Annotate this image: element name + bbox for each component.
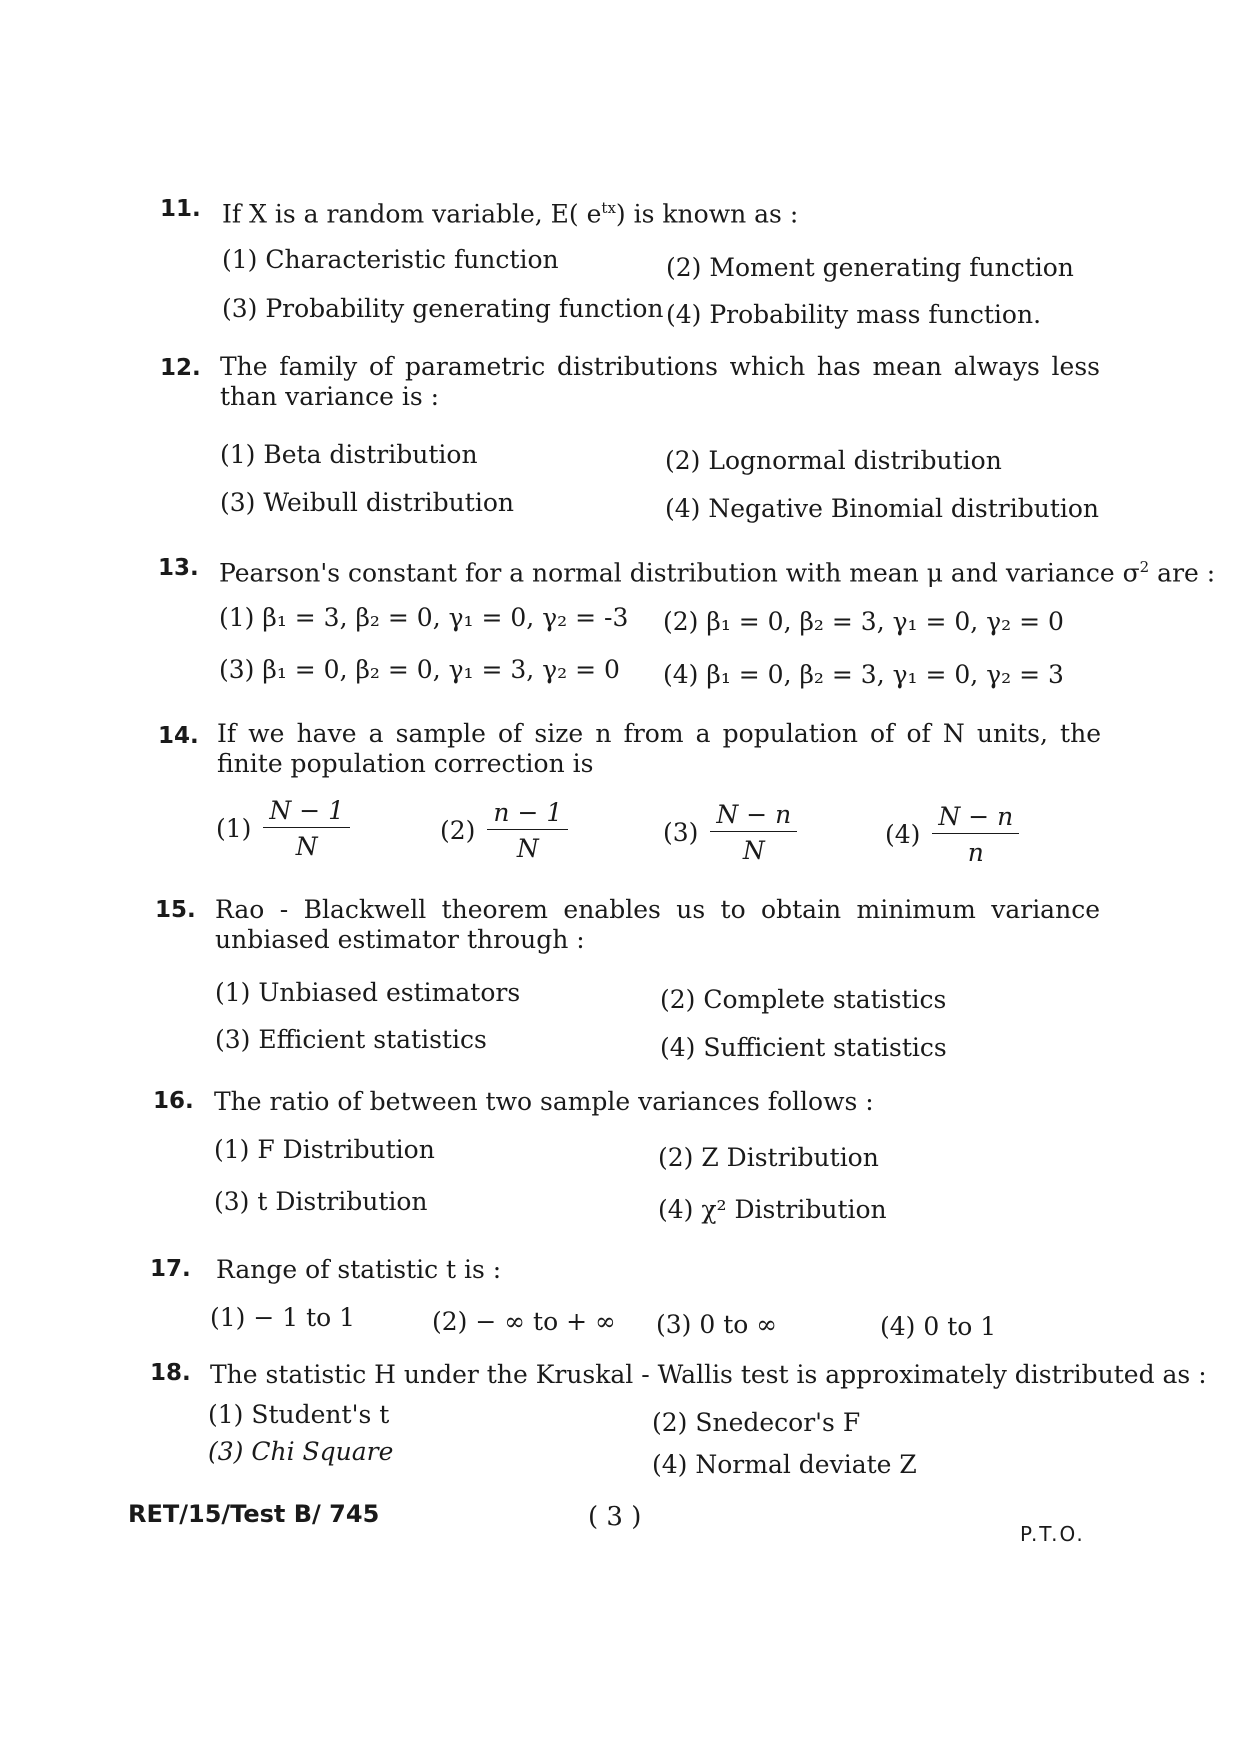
option-2[interactable]: (2) Complete statistics <box>660 985 947 1014</box>
option-2[interactable]: (2) − ∞ to + ∞ <box>432 1307 616 1336</box>
option-1[interactable]: (1) N − 1 N <box>216 796 350 861</box>
option-3[interactable]: (3) t Distribution <box>214 1187 428 1216</box>
option-3[interactable]: (3) β₁ = 0, β₂ = 0, γ₁ = 3, γ₂ = 0 <box>219 655 620 684</box>
question-number: 14. <box>158 723 199 749</box>
option-2[interactable]: (2) n − 1 N <box>440 798 568 863</box>
question-number: 17. <box>150 1256 191 1282</box>
option-1[interactable]: (1) β₁ = 3, β₂ = 0, γ₁ = 0, γ₂ = -3 <box>219 603 629 632</box>
question-number: 12. <box>160 355 201 381</box>
option-4[interactable]: (4) N − n n <box>885 802 1019 867</box>
option-2[interactable]: (2) β₁ = 0, β₂ = 3, γ₁ = 0, γ₂ = 0 <box>663 607 1064 636</box>
option-4[interactable]: (4) Negative Binomial distribution <box>665 494 1100 523</box>
question-stem: The ratio of between two sample variances follows : <box>214 1087 874 1116</box>
option-4[interactable]: (4) Sufficient statistics <box>660 1033 947 1062</box>
question-stem: If we have a sample of size n from a population of of N units, the finite population correction is <box>217 719 1101 778</box>
test-code: RET/15/Test B/ 745 <box>128 1500 380 1528</box>
question-number: 11. <box>160 196 201 222</box>
please-turn-over: P.T.O. <box>1020 1522 1085 1546</box>
page-number: ( 3 ) <box>588 1502 642 1532</box>
question-stem: If X is a random variable, E( $e^{tx}$) is known as : <box>222 199 799 229</box>
question-stem: The statistic H under the Kruskal - Wallis test is approximately distributed as : <box>210 1360 1207 1389</box>
option-3[interactable]: (3) 0 to ∞ <box>656 1310 778 1339</box>
option-3[interactable]: (3) N − n N <box>663 800 797 865</box>
question-stem: Range of statistic t is : <box>216 1255 502 1284</box>
question-stem: Rao - Blackwell theorem enables us to obtain minimum variance unbiased estimator through : <box>215 895 1100 954</box>
question-number: 15. <box>155 897 196 923</box>
option-4[interactable]: (4) χ² Distribution <box>658 1195 887 1224</box>
question-stem: Pearson's constant for a normal distribution with mean μ and variance $\sigma^2$ are : <box>219 558 1216 588</box>
question-number: 18. <box>150 1360 191 1386</box>
option-1[interactable]: (1) Characteristic function <box>222 245 559 274</box>
option-2[interactable]: (2) Moment generating function <box>666 253 1074 282</box>
option-3[interactable]: (3) Probability generating function <box>222 294 664 323</box>
option-1[interactable]: (1) Student's t <box>208 1400 390 1429</box>
option-2[interactable]: (2) Z Distribution <box>658 1143 879 1172</box>
option-1[interactable]: (1) − 1 to 1 <box>210 1303 356 1332</box>
option-2[interactable]: (2) Lognormal distribution <box>665 446 1002 475</box>
question-number: 16. <box>153 1088 194 1114</box>
option-4[interactable]: (4) β₁ = 0, β₂ = 3, γ₁ = 0, γ₂ = 3 <box>663 660 1064 689</box>
question-number: 13. <box>158 555 199 581</box>
question-stem: The family of parametric distributions which has mean always less than variance is : <box>220 352 1100 411</box>
option-1[interactable]: (1) F Distribution <box>214 1135 435 1164</box>
option-3[interactable]: (3) Weibull distribution <box>220 488 514 517</box>
option-1[interactable]: (1) Unbiased estimators <box>215 978 521 1007</box>
option-4[interactable]: (4) Normal deviate Z <box>652 1450 917 1479</box>
option-2[interactable]: (2) Snedecor's F <box>652 1408 861 1437</box>
option-4[interactable]: (4) Probability mass function. <box>666 300 1042 329</box>
option-3[interactable]: (3) Chi Square <box>208 1437 394 1466</box>
option-1[interactable]: (1) Beta distribution <box>220 440 478 469</box>
option-3[interactable]: (3) Efficient statistics <box>215 1025 487 1054</box>
option-4[interactable]: (4) 0 to 1 <box>880 1312 997 1341</box>
